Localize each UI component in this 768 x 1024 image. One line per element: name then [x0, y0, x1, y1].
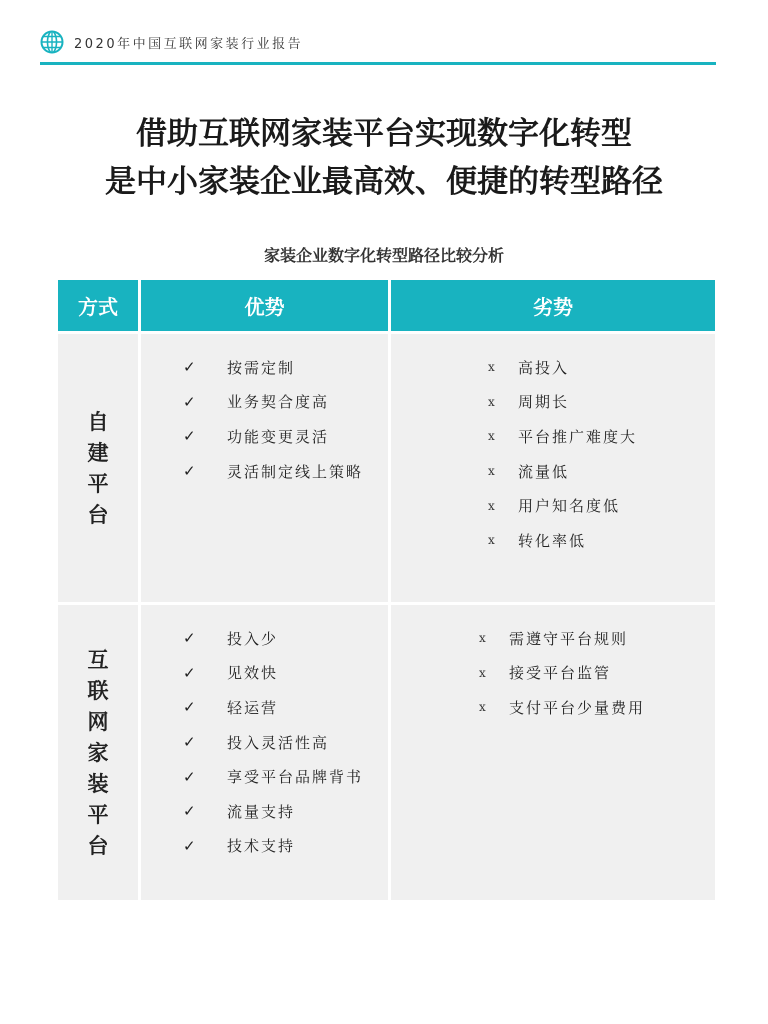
list-item: x 转化率低 [488, 531, 587, 550]
cross-icon: x [488, 394, 497, 409]
list-item: ✓ 见效快 [183, 663, 279, 683]
disadvantages-list [479, 621, 645, 725]
row-label-platform [58, 605, 138, 900]
list-item: ✓ 投入灵活性高 [183, 733, 330, 752]
cross-icon: x [488, 429, 497, 444]
list-item: ✓ 功能变更灵活 [183, 427, 330, 446]
list-item: x 接受平台监管 [479, 664, 612, 683]
row-label-text: 自建平台 [87, 409, 109, 527]
list-item: x 流量低 [488, 462, 570, 481]
globe-icon [40, 30, 64, 54]
check-icon: ✓ [183, 629, 198, 648]
advantages-cell-platform [141, 605, 388, 900]
list-item: ✓ 流量支持 [183, 802, 296, 821]
list-item: x 高投入 [488, 358, 570, 377]
comparison-table [58, 280, 715, 900]
list-item: ✓ 享受平台品牌背书 [183, 767, 364, 787]
disadvantages-cell-platform [391, 605, 715, 900]
list-item: ✓ 投入少 [183, 629, 279, 648]
cross-icon: x [479, 665, 488, 680]
disadvantages-list [488, 350, 637, 558]
cross-icon: x [479, 631, 488, 646]
header-advantages: 优势 [141, 280, 388, 331]
disadvantages-cell-self-built [391, 334, 715, 602]
check-icon: ✓ [183, 733, 198, 752]
report-header [40, 28, 716, 64]
check-icon: ✓ [183, 663, 198, 682]
list-item: x 周期长 [488, 393, 570, 412]
list-item: ✓ 灵活制定线上策略 [183, 462, 364, 481]
cross-icon: x [488, 533, 497, 548]
check-icon: ✓ [183, 392, 198, 411]
check-icon: ✓ [183, 698, 198, 717]
check-icon: ✓ [183, 462, 198, 481]
cross-icon: x [488, 498, 497, 513]
cross-icon: x [488, 464, 497, 479]
list-item: ✓ 技术支持 [183, 836, 296, 856]
list-item: ✓ 业务契合度高 [183, 392, 330, 412]
row-label-self-built [58, 334, 138, 602]
table-title: 家装企业数字化转型路径比较分析 [263, 246, 504, 265]
headline-line-2: 是中小家装企业最高效、便捷的转型路径 [105, 164, 663, 200]
cross-icon: x [488, 360, 497, 375]
headline-line-1: 借助互联网家装平台实现数字化转型 [136, 116, 632, 152]
header-disadvantages: 劣势 [391, 280, 715, 331]
list-item: x 用户知名度低 [488, 497, 621, 516]
check-icon: ✓ [183, 836, 198, 855]
list-item: x 支付平台少量费用 [479, 698, 646, 717]
list-item: ✓ 按需定制 [183, 358, 296, 377]
check-icon: ✓ [183, 802, 198, 821]
advantages-cell-self-built [141, 334, 388, 602]
check-icon: ✓ [183, 427, 198, 446]
advantages-list [183, 350, 363, 488]
cross-icon: x [479, 700, 488, 715]
check-icon: ✓ [183, 358, 198, 377]
list-item: x 平台推广难度大 [488, 427, 638, 446]
list-item: x 需遵守平台规则 [479, 629, 629, 648]
report-title: 2020年中国互联网家装行业报告 [74, 37, 304, 52]
list-item: ✓ 轻运营 [183, 698, 279, 717]
row-label-text: 互联网家装平台 [87, 647, 109, 858]
header-divider [40, 62, 716, 65]
header-method: 方式 [58, 280, 138, 331]
check-icon: ✓ [183, 767, 198, 786]
advantages-list [183, 621, 363, 863]
